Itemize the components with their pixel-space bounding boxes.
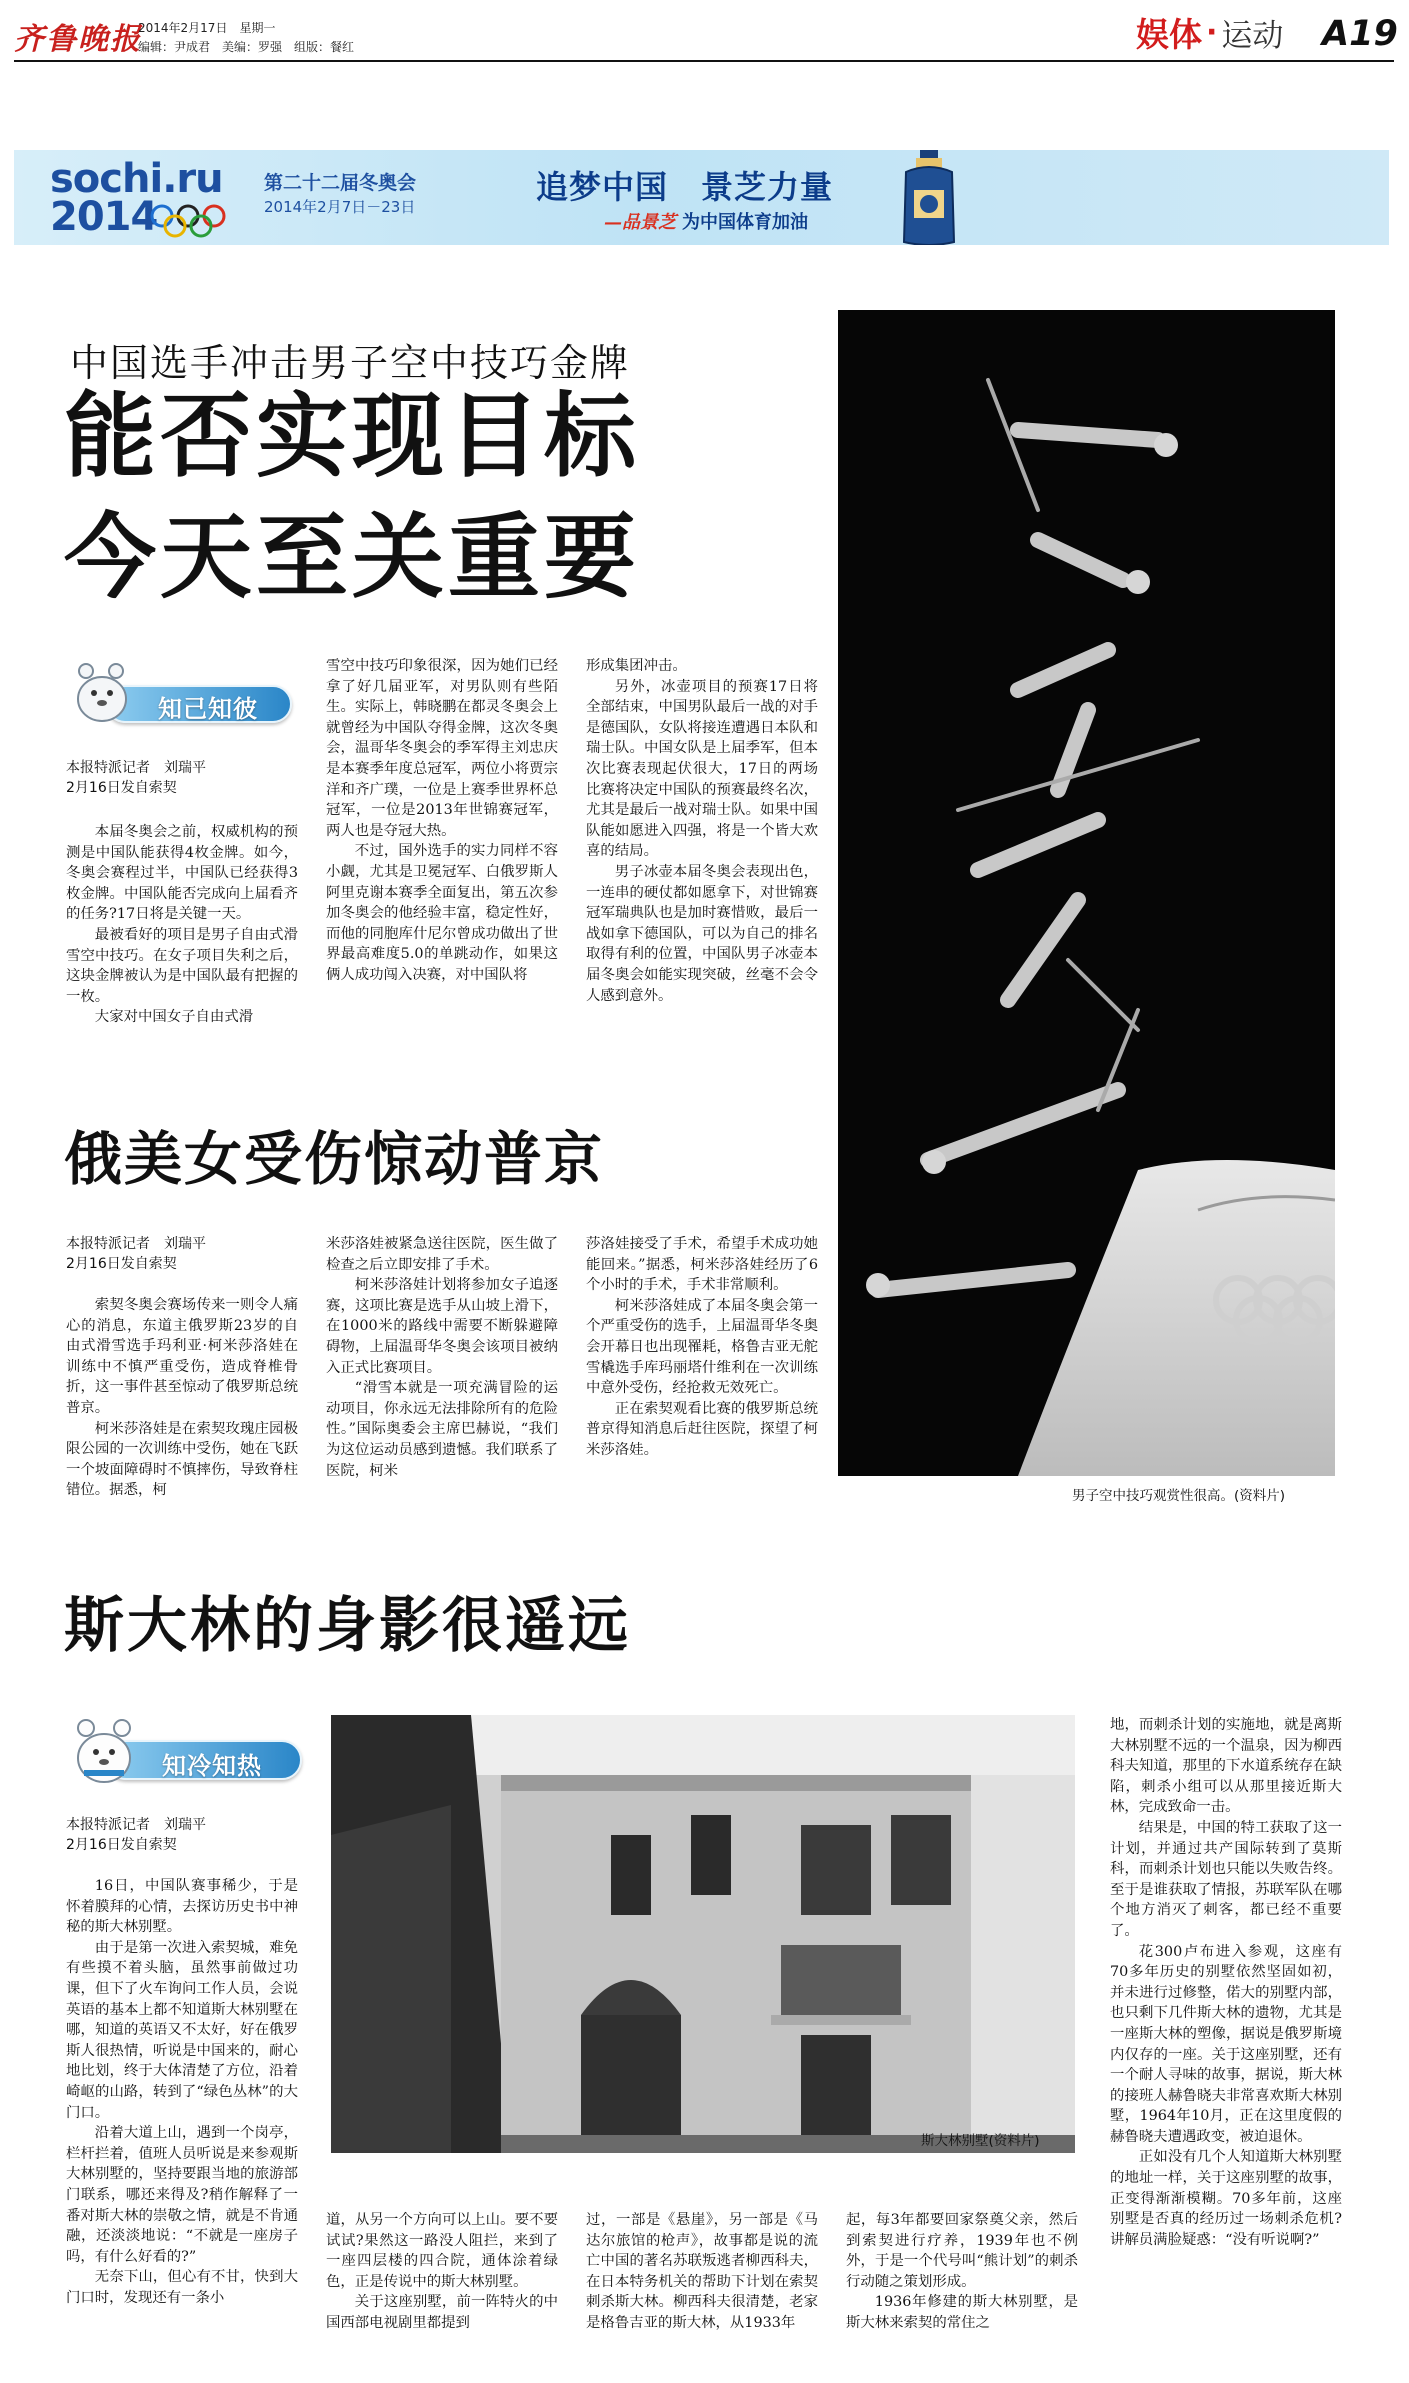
masthead-logo: 齐鲁晚报	[14, 22, 142, 57]
mascot-polar-bear-icon	[66, 1710, 142, 1786]
article2-col2	[326, 1234, 558, 1516]
article1-headline-line2: 今天至关重要	[64, 504, 641, 611]
article1-byline	[66, 758, 306, 798]
article3-col1	[66, 1876, 298, 2376]
paragraph: 地，而刺杀计划的实施地，就是离斯大林别墅不远的一个温泉，因为柳西科夫知道，那里的下水道系统存在缺陷，刺杀小组可以从那里接近斯大林，完成致命一击。	[1110, 1717, 1342, 1816]
banner-slogan: 追梦中国 景芝力量	[536, 168, 834, 206]
banner-sub-text: 为中国体育加油	[682, 212, 808, 233]
paragraph: 花300卢布进入参观，这座有70多年历史的别墅依然坚固如初，并未进行过修整，偌大的别墅内部，也只剩下几件斯大林的遗物，尤其是一座斯大林的塑像，据说是俄罗斯境内仅存的一座。关于这座别墅，还有一个耐人寻味的故事，据说，斯大林的接班人赫鲁晓夫非常喜欢斯大林别墅，1964年10月，正在这里度假的赫鲁晓夫遭遇政变，被迫退休。	[1110, 1943, 1342, 2145]
aerials-photo-caption: 男子空中技巧观赏性很高。(资料片)	[1072, 1488, 1286, 1504]
section-sub: 运动	[1221, 17, 1284, 54]
liquor-bottle-icon	[894, 150, 964, 245]
paragraph: 柯米莎洛娃成了本届冬奥会第一个严重受伤的选手，上届温哥华冬奥会开幕日也出现罹耗，格鲁吉亚无舵雪橇选手库玛丽塔什维利在一次训练中意外受伤，经抢救无效死亡。	[586, 1297, 818, 1397]
article2-col1	[66, 1295, 298, 1515]
paragraph: 1936年修建的斯大林别墅，是斯大林来索契的常住之	[846, 2294, 1078, 2331]
paragraph: 索契冬奥会赛场传来一则令人痛心的消息，东道主俄罗斯23岁的自由式滑雪选手玛利亚·柯米莎洛娃在训练中不慎严重受伤，造成脊椎骨折，这一事件甚至惊动了俄罗斯总统普京。	[66, 1297, 298, 1416]
header-rule	[14, 60, 1394, 62]
article2-byline	[66, 1234, 306, 1274]
games-title: 第二十二届冬奥会	[264, 172, 417, 194]
article1-headline-line1: 能否实现目标	[64, 383, 641, 490]
article3-col4	[846, 2210, 1078, 2370]
article1-kicker: 中国选手冲击男子空中技巧金牌	[70, 341, 631, 385]
paragraph: 道，从另一个方向可以上山。要不要试试?果然这一路没人阻拦，来到了一座四层楼的四合院，通体涂着绿色，正是传说中的斯大林别墅。	[326, 2212, 558, 2290]
sochi-logo	[50, 158, 280, 238]
sochi-logo-line2: 2014	[50, 194, 158, 240]
page-header	[0, 0, 1409, 62]
paragraph: 另外，冰壶项目的预赛17日将全部结束，中国男队最后一战的对手是德国队，女队将接连遭遇日本队和瑞士队。中国女队是上届季军，但本次比赛表现起伏很大，17日的两场比赛将决定中国队的预赛最终名次，尤其是最后一战对瑞士队。如果中国队能如愿进入四强，将是一个皆大欢喜的结局。	[586, 678, 818, 860]
section-label	[1136, 12, 1283, 52]
page-number: A19	[1322, 14, 1398, 54]
paragraph: 柯米莎洛娃计划将参加女子追逐赛，这项比赛是选手从山坡上滑下，在1000米的路线中需要不断躲避障碍物，上届温哥华冬奥会该项目被纳入正式比赛项目。	[326, 1277, 558, 1376]
paragraph: 由于是第一次进入索契城，难免有些摸不着头脑，虽然事前做过功课，但下了火车询问工作人员，会说英语的基本上都不知道斯大林别墅在哪，知道的英语又不太好，好在俄罗斯人很热情，听说是中国来的，耐心地比划，终于大体清楚了方位，沿着崎岖的山路，转到了“绿色丛林”的大门口。	[66, 1939, 298, 2121]
paragraph: 起，每3年都要回家祭奠父亲，然后到索契进行疗养，1939年也不例外，于是一个代号叫“熊计划”的刺杀行动随之策划形成。	[846, 2212, 1078, 2290]
badge-text: 知冷知热	[162, 1752, 262, 1780]
banner-sub-slogan	[604, 208, 808, 234]
article3-col3	[586, 2210, 818, 2370]
paragraph: 米莎洛娃被紧急送往医院，医生做了检查之后立即安排了手术。	[326, 1236, 558, 1273]
article3-byline-reporter: 本报特派记者 刘瑞平	[66, 1817, 206, 1833]
banner-brand: —品景芝	[604, 212, 676, 233]
paragraph: 16日，中国队赛事稀少，于是怀着膜拜的心情，去探访历史书中神秘的斯大林别墅。	[66, 1878, 298, 1936]
games-dates: 2014年2月7日－23日	[264, 198, 416, 216]
article1-byline-reporter: 本报特派记者 刘瑞平	[66, 760, 206, 776]
paragraph: 最被看好的项目是男子自由式滑雪空中技巧。在女子项目失利之后，这块金牌被认为是中国队最有把握的一枚。	[66, 926, 298, 1005]
paragraph: 正在索契观看比赛的俄罗斯总统普京得知消息后赶往医院，探望了柯米莎洛娃。	[586, 1400, 818, 1458]
paragraph: 过，一部是《悬崖》，另一部是《马达尔旅馆的枪声》，故事都是说的流亡中国的著名苏联叛逃者柳西科夫，在日本特务机关的帮助下计划在索契刺杀斯大林。柳西科夫很清楚，老家是格鲁吉亚的斯大林，从1933年	[586, 2212, 818, 2331]
paragraph: “滑雪本就是一项充满冒险的运动项目，你永远无法排除所有的危险性。”国际奥委会主席巴赫说，“我们为这位运动员感到遗憾。我们联系了医院，柯米	[326, 1380, 558, 1479]
badge-zhiji-zhibi	[66, 655, 296, 725]
mascot-snow-leopard-icon	[66, 655, 138, 727]
paragraph: 柯米莎洛娃是在索契玫瑰庄园极限公园的一次训练中受伤，她在飞跃一个坡面障碍时不慎摔伤，导致脊柱错位。据悉，柯	[66, 1420, 298, 1499]
paragraph: 正如没有几个人知道斯大林别墅的地址一样，关于这座别墅的故事，正变得渐渐模糊。70多年前，这座别墅是否真的经历过一场刺杀危机?讲解员满脸疑惑：“没有听说啊?”	[1110, 2149, 1342, 2248]
aerials-photo	[838, 310, 1335, 1476]
section-dot: ·	[1206, 14, 1218, 50]
article2-headline: 俄美女受伤惊动普京	[64, 1125, 605, 1193]
article3-byline	[66, 1815, 306, 1855]
article1-col2	[326, 656, 558, 1056]
badge-text: 知己知彼	[158, 695, 258, 723]
paragraph: 大家对中国女子自由式滑	[94, 1009, 254, 1026]
paragraph: 男子冰壶本届冬奥会表现出色，一连串的硬仗都如愿拿下，对世锦赛冠军瑞典队也是加时赛惜败，最后一战如拿下德国队，可以为自己的排名取得有利的位置，中国队男子冰壶本届冬奥会如能实现突破，丝毫不会令人感到意外。	[586, 863, 818, 1004]
stalin-dacha-graphic	[331, 1715, 1075, 2153]
badge-zhileng-zhire	[66, 1710, 306, 1784]
article2-byline-dateline: 2月16日发自索契	[66, 1256, 177, 1272]
article3-byline-dateline: 2月16日发自索契	[66, 1837, 177, 1853]
article2-col3	[586, 1234, 818, 1516]
sochi-banner	[14, 150, 1389, 245]
stalin-dacha-caption: 斯大林别墅(资料片)	[921, 2133, 1040, 2149]
sochi-logo-line1: sochi.ru	[50, 156, 223, 202]
paragraph: 莎洛娃接受了手术，希望手术成功她能回来。”据悉，柯米莎洛娃经历了6个小时的手术，手术非常顺利。	[586, 1236, 818, 1294]
paragraph: 沿着大道上山，遇到一个岗亭，栏杆拦着，值班人员听说是来参观斯大林别墅的，坚持要跟当地的旅游部门联系，哪还来得及?稍作解释了一番对斯大林的崇敬之情，就是不肯通融，还淡淡地说：“不就是一座房子吗，有什么好看的?”	[66, 2125, 298, 2265]
stalin-dacha-photo	[331, 1715, 1075, 2153]
date-line: 2014年2月17日 星期一	[138, 21, 276, 35]
article1-col3	[586, 656, 818, 1056]
article1-col1	[66, 822, 298, 1050]
section-main: 娱体	[1136, 14, 1202, 54]
paragraph: 形成集团冲击。	[586, 658, 687, 674]
paragraph: 不过，国外选手的实力同样不容小觑，尤其是卫冕冠军、白俄罗斯人阿里克谢本赛季全面复出，第五次参加冬奥会的他经验丰富，稳定性好，而他的同胞库什尼尔曾成功做出了世界最高难度5.0的单跳动作，如果这俩人成功闯入决赛，对中国队将	[326, 843, 558, 983]
article3-headline: 斯大林的身影很遥远	[64, 1591, 631, 1661]
paragraph: 关于这座别墅，前一阵特火的中国西部电视剧里都提到	[326, 2294, 558, 2331]
paragraph: 无奈下山，但心有不甘，快到大门口时，发现还有一条小	[66, 2269, 298, 2306]
paragraph: 雪空中技巧印象很深，因为她们已经拿了好几届亚军，对男队则有些陌生。实际上，韩晓鹏在都灵冬奥会上就曾经为中国队夺得金牌，这次冬奥会，温哥华冬奥会的季军得主刘忠庆是本赛季年度总冠军，两位小将贾宗洋和齐广璞，一位是上赛季世界杯总冠军，一位是2013年世锦赛冠军，两人也是夺冠大热。	[326, 658, 558, 839]
paragraph: 结果是，中国的特工获取了这一计划，并通过共产国际转到了莫斯科，而刺杀计划也只能以失败告终。至于是谁获取了情报，苏联军队在哪个地方消灭了刺客，都已经不重要了。	[1110, 1819, 1342, 1939]
article2-byline-reporter: 本报特派记者 刘瑞平	[66, 1236, 206, 1252]
aerials-photo-graphic	[838, 310, 1335, 1476]
article3-col5	[1110, 1715, 1342, 2370]
paragraph: 本届冬奥会之前，权威机构的预测是中国队能获得4枚金牌。如今，冬奥会赛程过半，中国队已经获得3枚金牌。中国队能否完成向上届看齐的任务?17日将是关键一天。	[66, 824, 298, 923]
article3-col2	[326, 2210, 558, 2370]
skier-figures	[866, 380, 1198, 1297]
editors-line: 编辑：尹成君 美编：罗强 组版：餐红	[138, 40, 355, 54]
article1-byline-dateline: 2月16日发自索契	[66, 780, 177, 796]
olympic-rings-icon	[146, 204, 266, 240]
